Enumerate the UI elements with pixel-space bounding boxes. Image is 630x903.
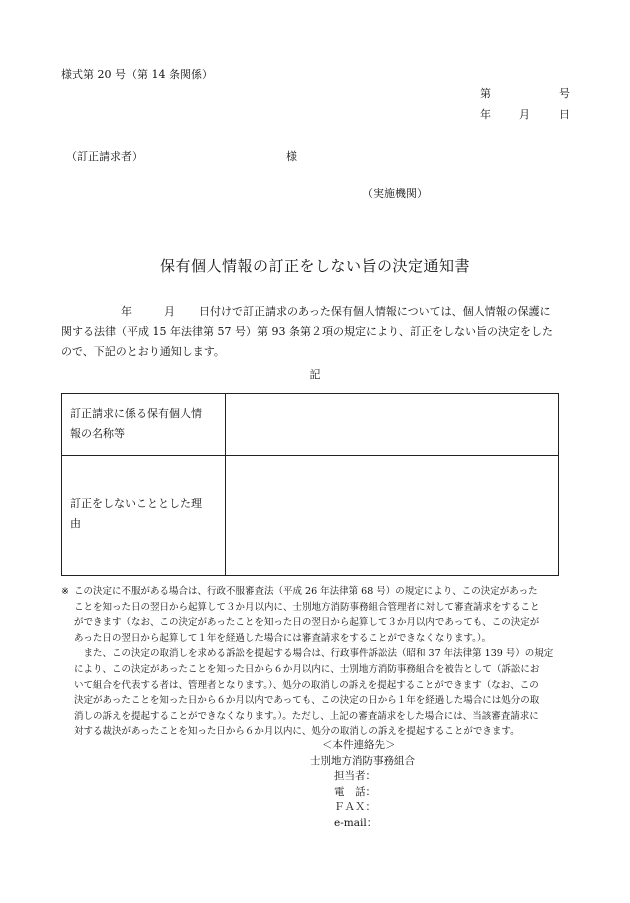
note-line: 消しの訴えを提起することができなくなります。）。ただし、上記の審査請求をした場合には、当該審査請求に [74,710,539,722]
requester-label: （訂正請求者） [66,150,143,163]
info-name-value[interactable] [226,394,558,455]
table-row-reason [62,456,558,575]
contact-person: 担当者： [334,770,376,782]
document-date [480,106,570,122]
decision-table [61,393,559,576]
appeal-notice [61,584,581,740]
reason-label: 訂正をしないこととした理 由 [62,456,226,575]
date-year: 年 [480,108,491,121]
note-line: あった日の翌日から起算して１年を経過した場合には審査請求をすることができなくなります。）。 [74,632,492,644]
note-line: この決定に不服がある場合は、行政不服審査法（平成 26 年法律第 68 号）の規定により、この決定があった [74,586,538,597]
date-month: 月 [519,108,530,121]
contact-fax: ＦＡＸ： [334,801,376,813]
body-line-1 [61,302,571,322]
document-title: 保有個人情報の訂正をしない旨の決定通知書 [159,257,470,275]
table-row-info-name [62,394,558,456]
reason-value[interactable] [226,456,558,575]
number-suffix: 号 [559,87,570,100]
note-line: 対する裁決があったことを知った日から６か月以内に、処分の取消しの訴えを提起することができます。 [74,726,520,738]
note-line: ができます（なお、この決定があったことを知った日の翌日から起算して３か月以内であっても、この決定が [74,617,540,629]
form-number: 様式第 20 号（第 14 条関係） [61,68,213,81]
ki-heading: 記 [309,368,321,381]
note-line: ことを知った日の翌日から起算して３か月以内に、士別地方消防事務組合管理者に対して審査請求をすること [74,601,540,613]
note-line: により、この決定があったことを知った日から６か月以内に、士別地方消防事務組合を被告として（訴訟にお [74,663,540,675]
contact-phone: 電 話： [334,785,376,798]
body-line-1-text: 日付けで訂正請求のあった保有個人情報については、個人情報の保護に [199,305,551,318]
body-paragraph [61,302,571,362]
body-line-2: 関する法律（平成 15 年法律第 57 号）第 93 条第２項の規定により、訂正をしない旨の決定をした [61,325,553,338]
body-line-3: ので、下記のとおり通知します。 [61,345,225,358]
note-line: また、この決定の取消しを求める訴訟を提起する場合は、行政事件訴訟法（昭和 37 年法律第 139 号）の規定 [74,648,554,660]
note-line: いて組合を代表する者は、管理者となります。）、処分の取消しの訴えを提起することができます（なお、この [74,679,539,691]
note-line: 決定があったことを知った日から６か月以内であっても、この決定の日から１年を経過した場合には処分の取 [74,695,540,707]
body-year-label: 年 [121,305,132,318]
date-day: 日 [559,108,570,121]
honorific: 様 [286,150,297,163]
body-month-label: 月 [164,305,175,318]
document-number [480,85,570,101]
contact-organization: 士別地方消防事務組合 [310,754,415,767]
agency-label: （実施機関） [362,187,428,200]
number-prefix: 第 [480,87,491,100]
contact-email: e-mail： [334,816,378,829]
info-name-label: 訂正請求に係る保有個人情 報の名称等 [62,394,226,455]
note-mark: ※ [61,586,69,597]
contact-heading: ＜本件連絡先＞ [322,739,396,751]
contact-block [310,738,415,831]
